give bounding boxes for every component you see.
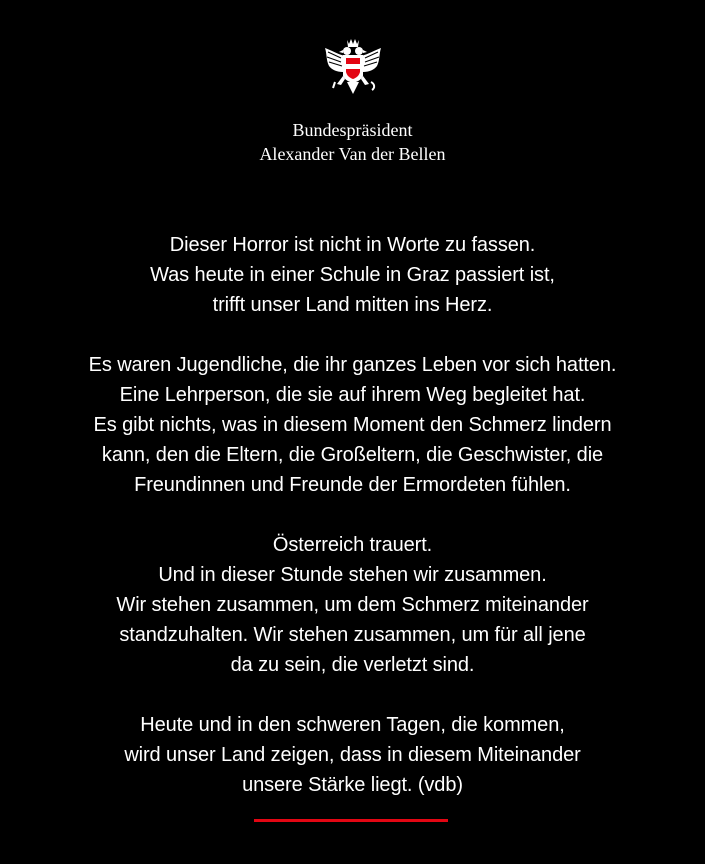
text-line: Eine Lehrperson, die sie auf ihrem Weg begleitet hat. [119, 384, 586, 406]
statement-text [0, 230, 705, 830]
text-line: da zu sein, die verletzt sind. [230, 654, 475, 676]
paragraph [0, 230, 705, 320]
office-title-line: Bundespräsident [292, 120, 413, 140]
text-line: Österreich trauert. [272, 534, 433, 556]
text-line: Und in dieser Stunde stehen wir zusammen. [158, 564, 547, 586]
text-line: standzuhalten. Wir stehen zusammen, um für all jene [119, 624, 586, 646]
paragraph [0, 530, 705, 680]
text-line: wird unser Land zeigen, dass in diesem Miteinander [124, 744, 581, 766]
paragraph [0, 350, 705, 500]
office-title [0, 118, 705, 166]
text-line: Was heute in einer Schule in Graz passiert ist, [150, 264, 555, 286]
text-line: Wir stehen zusammen, um dem Schmerz miteinander [116, 594, 589, 616]
text-line: Es waren Jugendliche, die ihr ganzes Leben vor sich hatten. [88, 354, 617, 376]
text-line: Dieser Horror ist nicht in Worte zu fassen. [169, 234, 536, 256]
office-holder-name: Alexander Van der Bellen [259, 144, 446, 164]
text-line: Heute und in den schweren Tagen, die kommen, [140, 714, 565, 736]
text-line: Es gibt nichts, was in diesem Moment den Schmerz lindern [93, 414, 612, 436]
accent-divider [254, 819, 448, 822]
text-line: Freundinnen und Freunde der Ermordeten fühlen. [134, 474, 571, 496]
text-line: trifft unser Land mitten ins Herz. [212, 294, 493, 316]
austrian-eagle-coat-of-arms-icon [323, 38, 383, 96]
text-line: kann, den die Eltern, die Großeltern, die Geschwister, die [101, 444, 604, 466]
paragraph [0, 710, 705, 800]
text-line: unsere Stärke liegt. (vdb) [242, 774, 463, 796]
